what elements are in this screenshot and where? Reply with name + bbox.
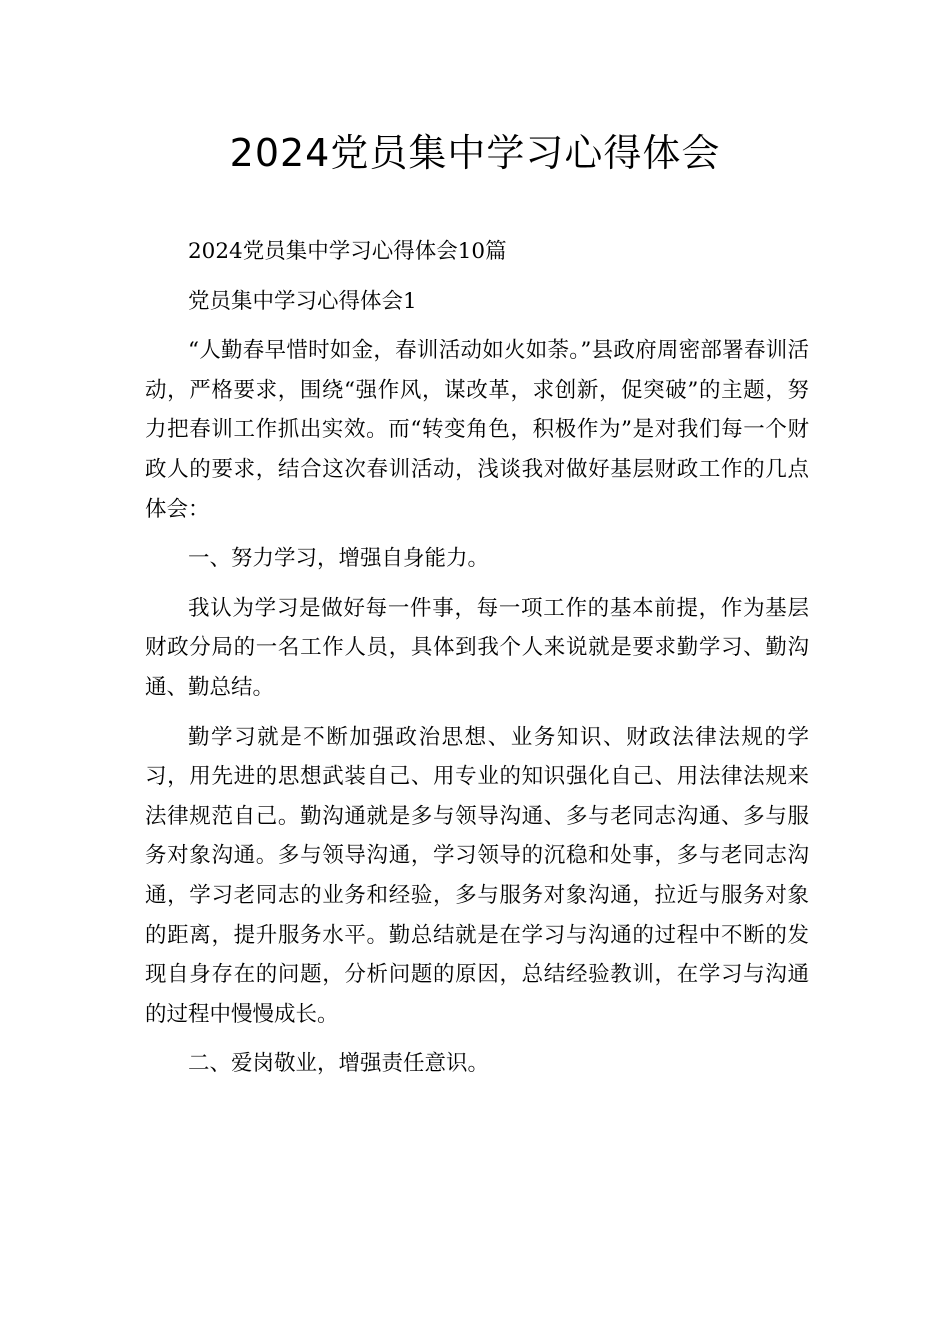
document-body: [145, 232, 809, 1094]
subtitle-paragraph: 2024党员集中学习心得体会10篇: [188, 239, 507, 264]
body-paragraph: 我认为学习是做好每一件事，每一项工作的基本前提，作为基层财政分局的一名工作人员，具体到我个人来说就是要求勤学习、勤沟通、勤总结。: [145, 595, 809, 700]
body-paragraph: 勤学习就是不断加强政治思想、业务知识、财政法律法规的学习，用先进的思想武装自己、用专业的知识强化自己、用法律法规来法律规范自己。勤沟通就是多与领导沟通、多与老同志沟通、多与服务对象沟通。多与领导沟通，学习领导的沉稳和处事，多与老同志沟通，学习老同志的业务和经验，多与服务对象沟通，拉近与服务对象的距离，提升服务水平。勤总结就是在学习与沟通的过程中不断的发现自身存在的问题，分析问题的原因，总结经验教训，在学习与沟通的过程中慢慢成长。: [145, 724, 809, 1027]
section-heading: 一、努力学习，增强自身能力。: [188, 546, 490, 572]
document-title: 2024党员集中学习心得体会: [229, 131, 721, 175]
body-paragraph: “人勤春早惜时如金，春训活动如火如荼。”县政府周密部署春训活动，严格要求，围绕“强作风，谋改革，求创新，促突破”的主题，努力把春训工作抓出实效。而“转变角色，积极作为”是对我们每一个财政人的要求，结合这次春训活动，浅谈我对做好基层财政工作的几点体会：: [145, 338, 809, 522]
section-heading: 党员集中学习心得体会1: [188, 288, 417, 314]
section-heading: 二、爱岗敬业，增强责任意识。: [188, 1051, 490, 1077]
